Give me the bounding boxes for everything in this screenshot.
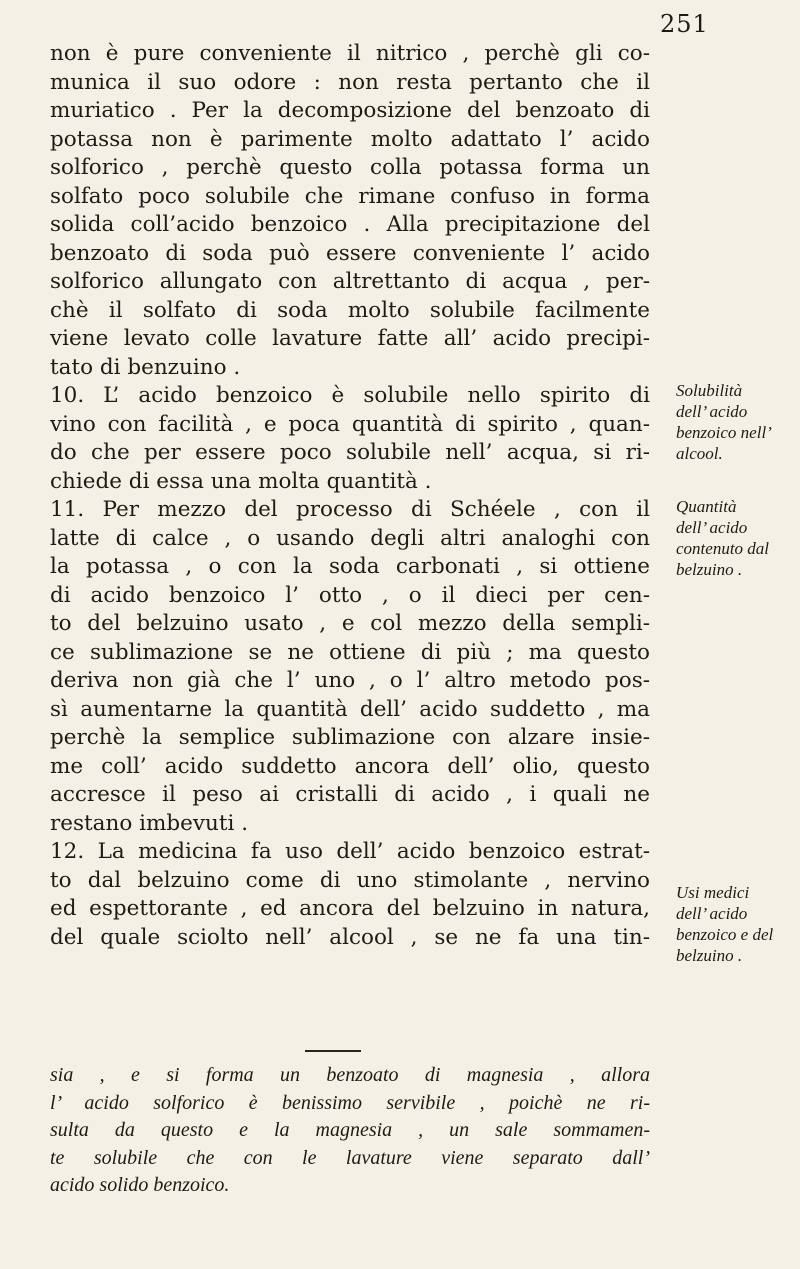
margin-note-solubility <box>676 380 800 464</box>
text-line: muriatico . Per la decomposizione del benzoato di <box>50 98 650 123</box>
text-line: restano imbevuti . <box>50 810 249 836</box>
margin-note-line: dell’ acido <box>676 518 748 537</box>
text-line: solida coll’acido benzoico . Alla precipitazione del <box>50 212 650 237</box>
footnote-line: te solubile che con le lavature viene separato dall’ <box>50 1146 650 1169</box>
text-line: me coll’ acido suddetto ancora dell’ olio, questo <box>50 753 650 779</box>
text-line: to del belzuino usato , e col mezzo della sempli- <box>50 611 650 636</box>
footnote-line: sia , e si forma un benzoato di magnesia , allora <box>50 1064 650 1086</box>
text-line: to dal belzuino come di uno stimolante , nervino <box>50 867 650 893</box>
text-line: chiede di essa una molta quantità . <box>50 468 432 494</box>
text-line: viene levato colle lavature fatte all’ acido precipi- <box>50 326 650 351</box>
text-line: sì aumentarne la quantità dell’ acido suddetto , ma <box>50 696 650 722</box>
footnote-separator <box>305 1050 361 1052</box>
margin-note-line: belzuino . <box>676 560 743 579</box>
footnote <box>50 1062 650 1200</box>
text-line: ce sublimazione se ne ottiene di più ; ma questo <box>50 639 650 665</box>
text-line: del quale sciolto nell’ alcool , se ne fa una tin- <box>50 924 650 950</box>
text-line: munica il suo odore : non resta pertanto che il <box>50 69 650 95</box>
margin-note-line: alcool. <box>676 444 723 463</box>
text-line: latte di calce , o usando degli altri analoghi con <box>50 525 650 551</box>
margin-note-line: benzoico e del <box>676 925 774 944</box>
footnote-line: sulta da questo e la magnesia , un sale sommamen- <box>50 1119 650 1141</box>
text-line: solfato poco solubile che rimane confuso in forma <box>50 183 650 209</box>
page-number: 251 <box>660 10 709 38</box>
text-line: solforico allungato con altrettanto di acqua , per- <box>50 269 650 294</box>
text-line: non è pure conveniente il nitrico , perchè gli co- <box>50 41 650 66</box>
text-line: di acido benzoico l’ otto , o il dieci per cen- <box>50 582 650 608</box>
text-line: do che per essere poco solubile nell’ acqua, si ri- <box>50 440 650 465</box>
footnote-line: l’ acido solforico è benissimo servibile , poichè ne ri- <box>50 1091 650 1114</box>
text-line: tato di benzuino . <box>50 354 241 380</box>
margin-note-line: dell’ acido <box>676 402 748 421</box>
paragraph-11-start: 11. Per mezzo del processo di Schéele , con il <box>50 497 650 522</box>
text-line: chè il solfato di soda molto solubile facilmente <box>50 297 650 323</box>
margin-note-line: belzuino . <box>676 946 743 965</box>
margin-note-line: Quantità <box>676 497 737 516</box>
footnote-line: acido solido benzoico. <box>50 1174 230 1196</box>
margin-note-line: benzoico nell’ <box>676 423 772 442</box>
text-line: perchè la semplice sublimazione con alzare insie- <box>50 725 650 750</box>
paragraph-12-start: 12. La medicina fa uso dell’ acido benzoico estrat- <box>50 839 650 864</box>
text-line: benzoato di soda può essere conveniente l’ acido <box>50 240 650 266</box>
text-line: potassa non è parimente molto adattato l’ acido <box>50 126 650 152</box>
text-line: la potassa , o con la soda carbonati , si ottiene <box>50 554 650 579</box>
margin-note-line: Usi medici <box>676 883 750 902</box>
text-line: deriva non già che l’ uno , o l’ altro metodo pos- <box>50 668 650 693</box>
margin-note-medical-uses <box>676 882 800 966</box>
paragraph-10-start: 10. L’ acido benzoico è solubile nello spirito di <box>50 383 650 408</box>
margin-note-line: dell’ acido <box>676 904 748 923</box>
margin-note-quantity <box>676 496 800 580</box>
main-text <box>50 40 650 952</box>
margin-note-line: contenuto dal <box>676 539 770 558</box>
text-line: solforico , perchè questo colla potassa forma un <box>50 155 650 180</box>
text-line: accresce il peso ai cristalli di acido , i quali ne <box>50 782 650 807</box>
text-line: ed espettorante , ed ancora del belzuino in natura, <box>50 896 650 921</box>
margin-note-line: Solubilità <box>676 381 743 400</box>
text-line: vino con facilità , e poca quantità di spirito , quan- <box>50 411 650 437</box>
